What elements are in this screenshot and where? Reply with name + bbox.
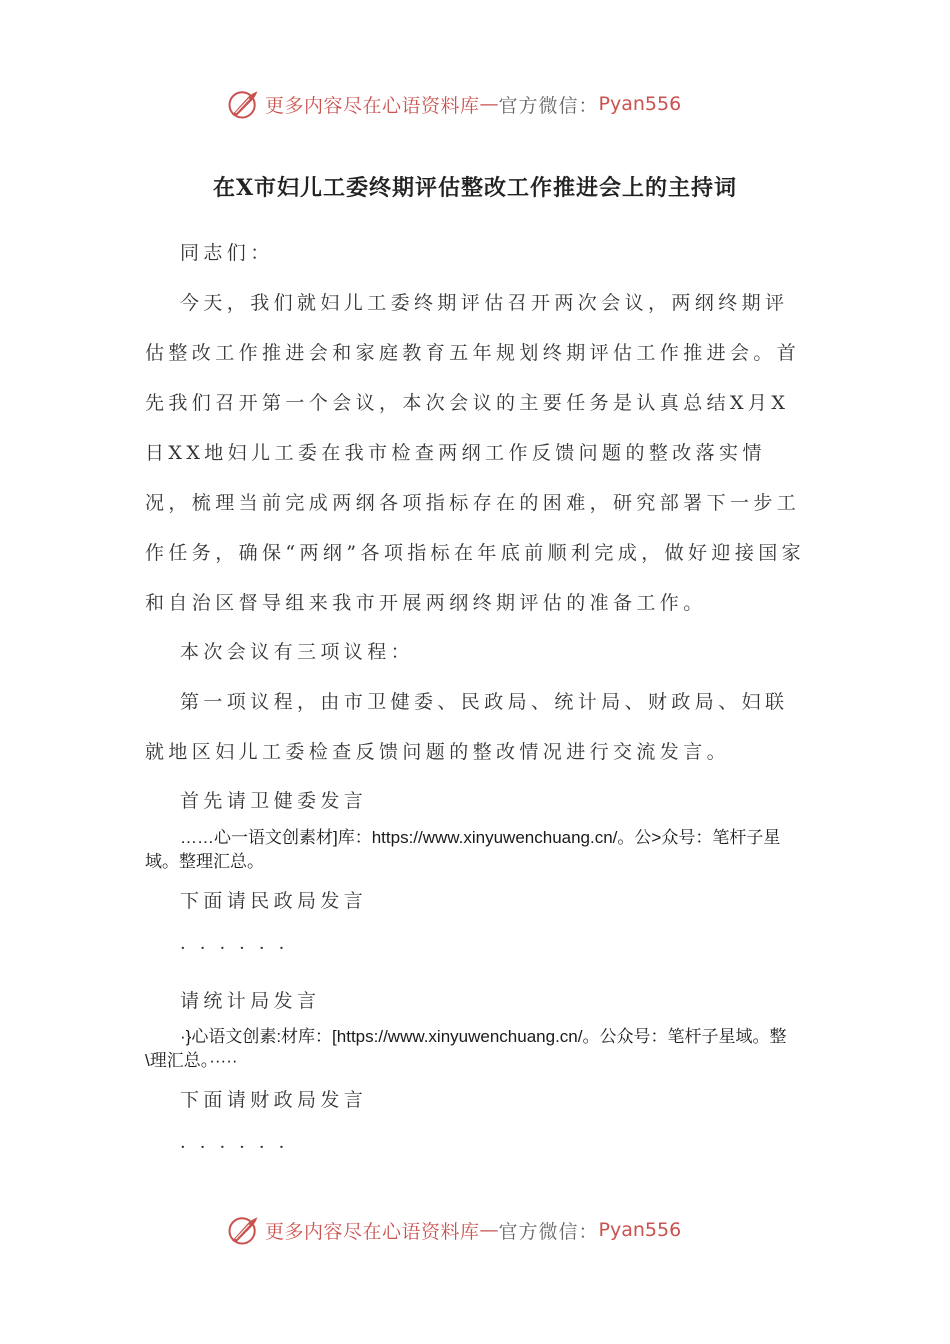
watermark-note-1: ……心一语文创素材]库：https://www.xinyuwenchuang.cn/。公>众号：笔杆子星域。整理汇总。 [145,828,781,871]
ellipsis-dots-2: ······ [180,1137,299,1158]
agenda-item-1-paragraph: 第一项议程，由市卫健委、民政局、统计局、财政局、妇联就地区妇儿工委检查反馈问题的整改情况进行交流发言。 [145,691,789,763]
speaker-1-line: 首先请卫健委发言 [180,790,368,812]
speaker-3-line: 请统计局发言 [180,990,321,1012]
banner-wechat-handle: Pyan556 [598,93,682,115]
banner-sub-text: 官方微信： [498,94,599,117]
opening-paragraph: 今天，我们就妇儿工委终期评估召开两次会议，两纲终期评估整改工作推进会和家庭教育五年规划终期评估工作推进会。首先我们召开第一个会议，本次会议的主要任务是认真总结X月X日XX地妇儿工委在我市检查两纲工作反馈问题的整改落实情况，梳理当前完成两纲各项指标存在的困难，研究部署下一步工作任务，确保“两纲”各项指标在年底前顺利完成，做好迎接国家和自治区督导组来我市开展两纲终期评估的准备工作。 [145,292,806,614]
watermark-note-2: ·}心语文创素:材库：[https://www.xinyuwenchuang.cn/。公众号：笔杆子星域。整\理汇总。····· [145,1027,787,1070]
banner-sub-text: 官方微信： [498,1220,599,1243]
banner-main-text: 更多内容尽在心语资料库 [265,1220,480,1243]
header-watermark-banner [225,84,745,124]
footer-watermark-banner [225,1210,745,1250]
banner-main-text: 更多内容尽在心语资料库 [265,94,480,117]
speaker-4-line: 下面请财政局发言 [180,1089,368,1111]
banner-dash: — [479,1219,499,1241]
banner-wechat-handle: Pyan556 [598,1219,682,1241]
quill-pen-logo-icon [225,86,261,122]
quill-pen-logo-icon [225,1212,261,1248]
document-title: 在X市妇儿工委终期评估整改工作推进会上的主持词 [212,175,738,201]
greeting-paragraph: 同志们： [180,242,274,264]
agenda-intro-paragraph: 本次会议有三项议程： [180,641,415,663]
ellipsis-dots-1: ······ [180,938,299,959]
speaker-2-line: 下面请民政局发言 [180,890,368,912]
banner-dash: — [479,93,499,115]
